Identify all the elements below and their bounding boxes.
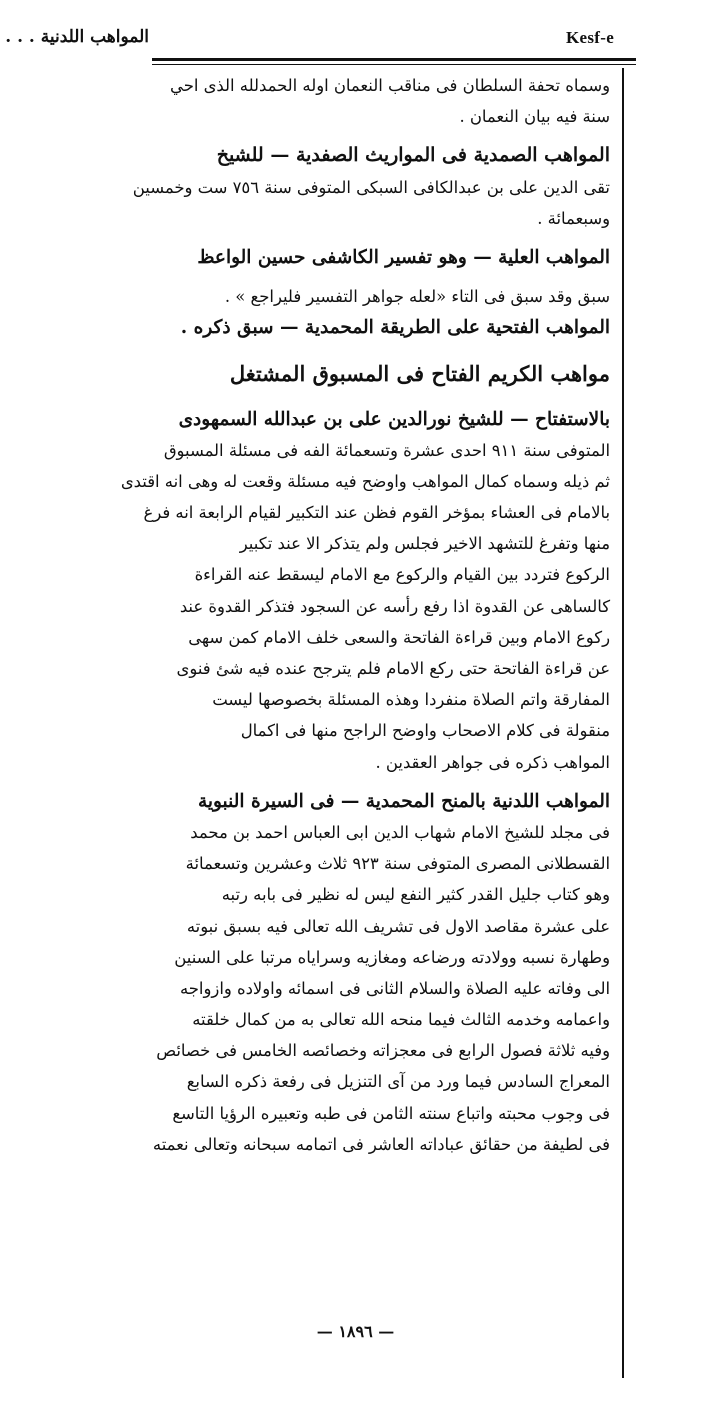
text-line: كالساهى عن القدوة اذا رفع رأسه عن السجود فتذكر القدوة عند: [179, 596, 610, 616]
body-text: [120, 70, 610, 1160]
text-line: عن قراءة الفاتحة حتى ركع الامام فلم يترجح عنده فيه شئ فنوى: [176, 659, 610, 678]
text-line: فى مجلد للشيخ الامام شهاب الدين ابى العباس احمد بن محمد: [190, 822, 610, 842]
text-line: الى وفاته عليه الصلاة والسلام الثانى فى اسمائه واولاده وازواجه: [180, 978, 610, 998]
text-line: على عشرة مقاصد الاول فى تشريف الله تعالى فيه بسبق نبوته: [186, 916, 610, 936]
text-line: القسطلانى المصرى المتوفى سنة ٩٢٣ ثلاث وعشرين وتسعمائة: [185, 854, 610, 874]
text-line: المتوفى سنة ٩١١ احدى عشرة وتسعمائة الفه فى مسئلة المسبوق: [163, 440, 610, 460]
entry-heading: المواهب اللدنية بالمنح المحمدية — فى السيرة النبوية: [197, 790, 610, 812]
text-line: وطهارة نسبه وولادته ورضاعه ومغازيه وسراياه مرتبا على السنين: [174, 947, 610, 967]
entry-heading: بالاستفتاح — للشيخ نورالدين على بن عبدالله السمهودى: [178, 408, 610, 430]
entry-heading: المواهب الصمدية فى المواريث الصفدية — للشيخ: [216, 144, 610, 167]
text-line: تقى الدين على بن عبدالكافى السبكى المتوفى سنة ٧٥٦ ست وخمسين: [132, 177, 610, 197]
text-line: منها وتفرغ للتشهد الاخير فجلس ولم يتذكر الا عند تكبير: [239, 534, 610, 554]
text-line: ثم ذيله وسماه كمال المواهب واوضح فيه مسئلة وقعت له وهى انه اقتدى: [120, 471, 610, 491]
text-line: وسبعمائة .: [537, 208, 610, 228]
header-rule: [152, 58, 636, 61]
entry-heading: المواهب العلية — وهو تفسير الكاشفى حسين الواعظ: [197, 246, 610, 268]
running-header-left: Kesf-e: [566, 28, 615, 47]
text-line: فى وجوب محبته واتباع سنته الثامن فى طبه وتعبيره الرؤيا التاسع: [172, 1103, 610, 1123]
text-line: ركوع الامام وبين قراءة الفاتحة والسعى خلف الامام كمن سهى: [188, 627, 610, 647]
text-line: المفارقة واتم الصلاة منفردا وهذه المسئلة بخصوصها ليست: [212, 690, 610, 710]
text-line: سنة فيه بيان النعمان .: [459, 107, 610, 127]
text-line: بالامام فى العشاء بمؤخر القوم فظن عند التكبير لقيام الرابعة انه فرغ: [143, 503, 610, 523]
text-line: وهو كتاب جليل القدر كثير النفع ليس له نظير فى بابه رتبه: [221, 885, 610, 905]
column-rule: [622, 68, 624, 1378]
text-line: المواهب ذكره فى جواهر العقدين .: [375, 752, 610, 772]
text-line: فى لطيفة من حقائق عباداته العاشر فى اتمامه سبحانه وتعالى نعمته: [152, 1134, 610, 1154]
text-line: منقولة فى كلام الاصحاب واوضح الراجح منها فى اكمال: [240, 721, 610, 741]
text-line: وسماه تحفة السلطان فى مناقب النعمان اوله الحمدلله الذى احي: [170, 76, 610, 95]
text-line: سبق وقد سبق فى التاء «لعله جواهر التفسير فليراجع » .: [224, 287, 610, 307]
entry-heading: المواهب الفتحية على الطريقة المحمدية — سبق ذكره .: [180, 317, 610, 339]
header-rule-thin: [152, 64, 636, 65]
text-line: وفيه ثلاثة فصول الرابع فى معجزاته وخصائصه الخامس فى خصائص: [156, 1041, 610, 1061]
text-line: الركوع فتردد بين القيام والركوع مع الامام ليسقط عنه القراءة: [194, 565, 610, 585]
text-line: واعمامه وخدمه الثالث فيما منحه الله تعالى به من كمال خلقته: [192, 1010, 610, 1030]
text-line: المعراج السادس فيما ورد من آى التنزيل فى رفعة ذكره السابع: [186, 1072, 610, 1092]
page-number: — ١٨٩٦ —: [316, 1322, 395, 1341]
entry-heading: مواهب الكريم الفتاح فى المسبوق المشتغل: [229, 360, 610, 386]
running-header-right: المواهب اللدنية . . .: [5, 27, 149, 47]
